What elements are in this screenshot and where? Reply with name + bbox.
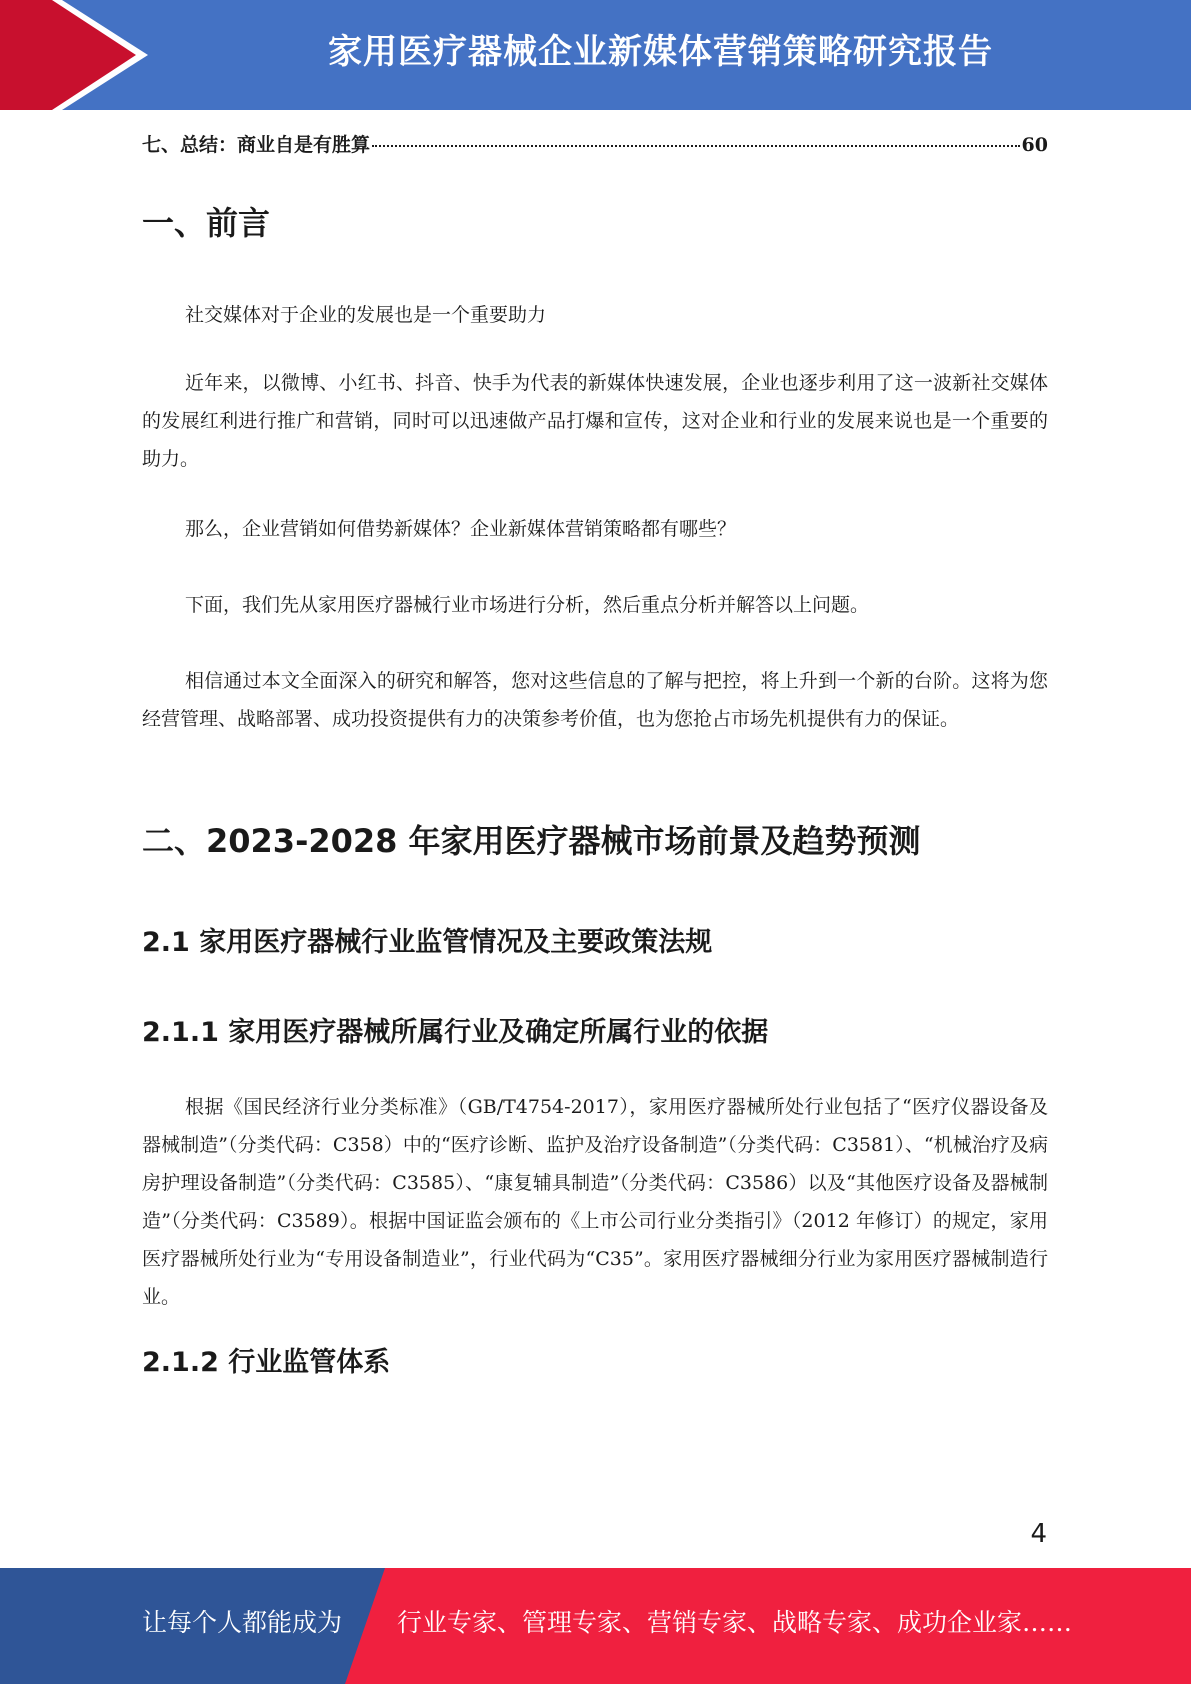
page-footer [0, 1568, 1191, 1684]
footer-slogan-left: 让每个人都能成为 [142, 1608, 343, 1637]
paragraph: 下面，我们先从家用医疗器械行业市场进行分析，然后重点分析并解答以上问题。 [185, 594, 870, 616]
toc-entry-label: 七、总结：商业自是有胜算 [142, 134, 371, 156]
page-number: 4 [1030, 1519, 1047, 1549]
subsection-heading-2-1-2: 2.1.2 行业监管体系 [142, 1347, 391, 1378]
subsection-heading-2-1-1: 2.1.1 家用医疗器械所属行业及确定所属行业的依据 [142, 1017, 769, 1048]
header-arrow-decoration [0, 0, 160, 110]
paragraph: 根据《国民经济行业分类标准》（GB/T4754-2017），家用医疗器械所处行业包括了“医疗仪器设备及器械制造”（分类代码：C358）中的“医疗诊断、监护及治疗设备制造”（分类代码：C3581）、“机械治疗及病房护理设备制造”（分类代码：C3585）、“康复辅具制造”（分类代码：C3586）以及“其他医疗设备及器械制造”（分类代码：C3589）。根据中国证监会颁布的《上市公司行业分类指引》（2012 年修订）的规定，家用医疗器械所处行业为“专用设备制造业”，行业代码为“C35”。家用医疗器械细分行业为家用医疗器械制造行业。 [142, 1096, 1048, 1308]
section-heading-preface: 一、前言 [142, 204, 271, 242]
footer-slogan-right: 行业专家、管理专家、营销专家、战略专家、成功企业家…… [397, 1608, 1073, 1637]
report-title: 家用医疗器械企业新媒体营销策略研究报告 [328, 32, 993, 72]
toc-entry[interactable] [142, 132, 1048, 158]
paragraph: 那么，企业营销如何借势新媒体？企业新媒体营销策略都有哪些？ [185, 518, 737, 540]
section-heading-market-forecast: 二、2023-2028 年家用医疗器械市场前景及趋势预测 [142, 822, 921, 860]
page-header [0, 0, 1191, 110]
paragraph: 社交媒体对于企业的发展也是一个重要助力 [185, 304, 547, 326]
subsection-heading-2-1: 2.1 家用医疗器械行业监管情况及主要政策法规 [142, 927, 713, 958]
paragraph: 相信通过本文全面深入的研究和解答，您对这些信息的了解与把控，将上升到一个新的台阶。这将为您经营管理、战略部署、成功投资提供有力的决策参考价值，也为您抢占市场先机提供有力的保证。 [142, 670, 1048, 730]
paragraph: 近年来，以微博、小红书、抖音、快手为代表的新媒体快速发展，企业也逐步利用了这一波新社交媒体的发展红利进行推广和营销，同时可以迅速做产品打爆和宣传，这对企业和行业的发展来说也是一个重要的助力。 [142, 372, 1048, 470]
toc-entry-page: 60 [1021, 134, 1048, 156]
toc-leader-dots [372, 145, 1020, 147]
